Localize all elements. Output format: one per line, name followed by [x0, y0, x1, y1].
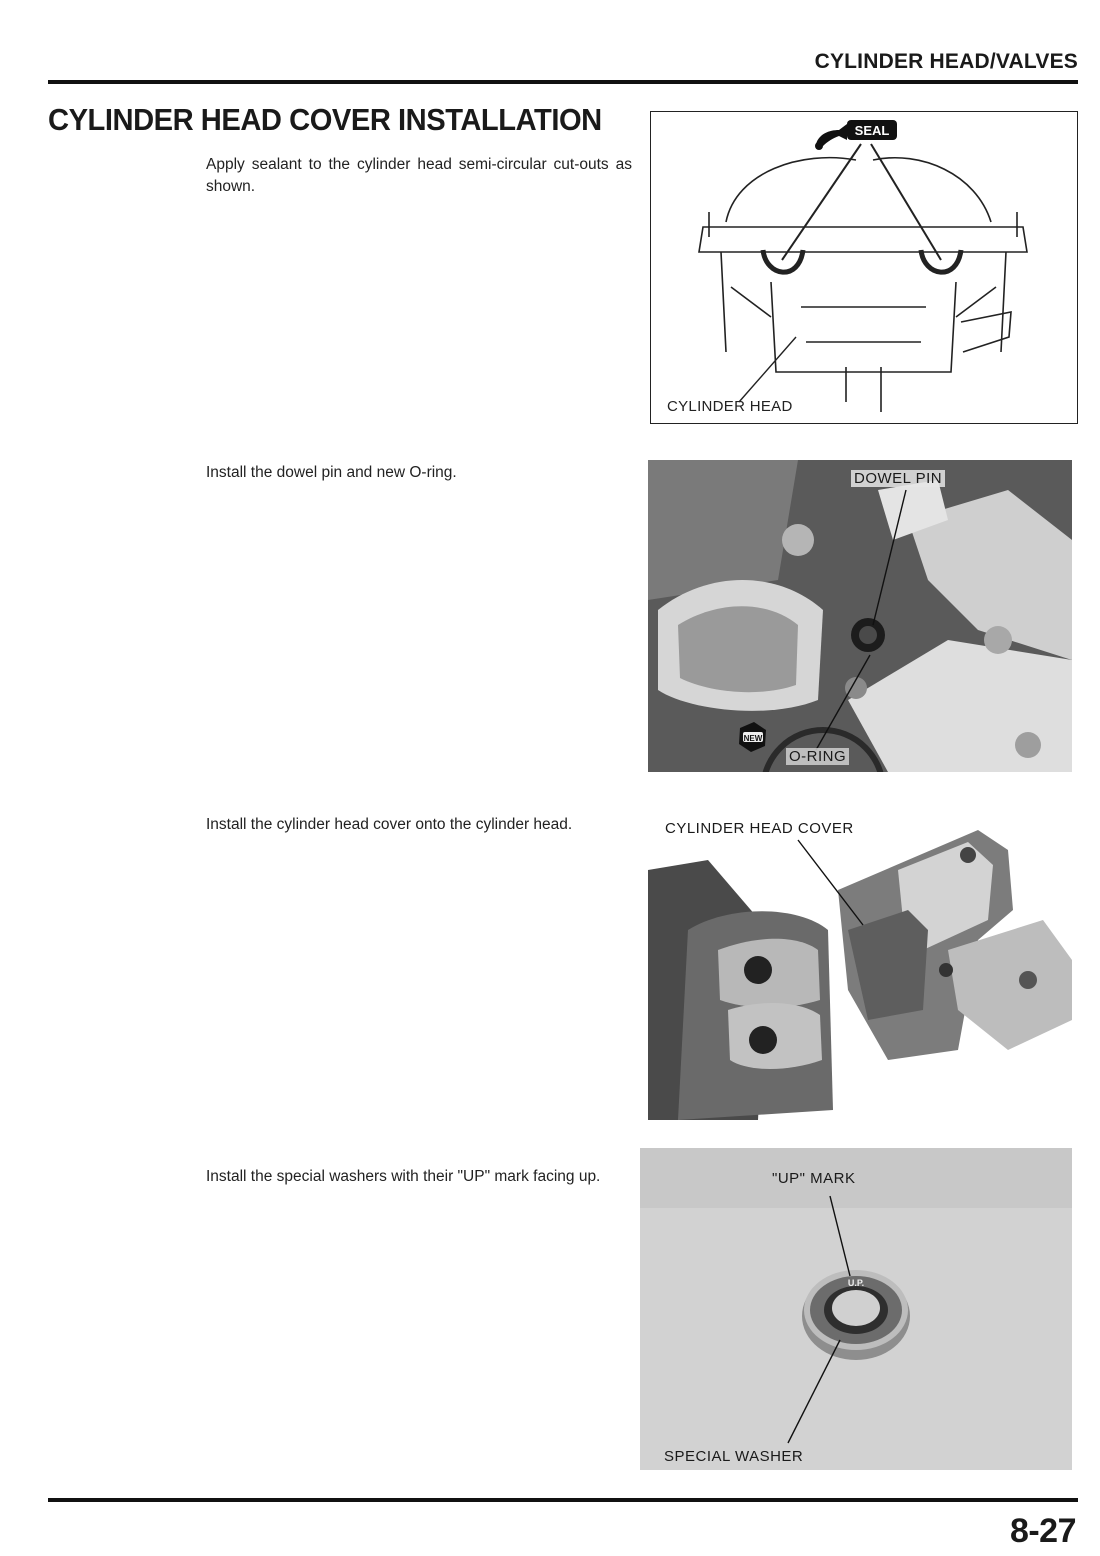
sealant-diagram [650, 111, 1078, 424]
head-cover-photo [648, 810, 1072, 1120]
dowel-pin-photo [648, 460, 1072, 772]
step-2-text: Install the dowel pin and new O-ring. [206, 464, 457, 481]
header-rule [48, 80, 1078, 84]
special-washer-icon [802, 1270, 910, 1360]
sealant-tube-icon [815, 124, 847, 150]
up-mark-label: "UP" MARK [772, 1170, 856, 1187]
cylinder-head-drawing [651, 112, 1078, 424]
cylinder-head-cover-label: CYLINDER HEAD COVER [665, 820, 854, 837]
special-washer-label: SPECIAL WASHER [664, 1448, 804, 1465]
page-number: 8-27 [1009, 1512, 1076, 1550]
o-ring-label: O-RING [786, 748, 849, 765]
special-washer-photo-art [640, 1148, 1072, 1470]
special-washer-photo [640, 1148, 1072, 1470]
new-tag-text: NEW [743, 734, 763, 743]
washer-up-mark: U.P. [847, 1278, 865, 1288]
page-title: CYLINDER HEAD COVER INSTALLATION [48, 102, 602, 137]
cylinder-head-label: CYLINDER HEAD [667, 398, 793, 415]
step-4-text: Install the special washers with their "UP" mark facing up. [206, 1168, 601, 1185]
head-cover-photo-art [648, 810, 1072, 1120]
dowel-pin-photo-art [648, 460, 1072, 772]
footer-rule [48, 1498, 1078, 1502]
section-header: CYLINDER HEAD/VALVES [814, 50, 1078, 73]
step-1-text: Apply sealant to the cylinder head semi-circular cut-outs as shown. [206, 156, 632, 195]
step-3-text: Install the cylinder head cover onto the cylinder head. [206, 816, 573, 833]
dowel-pin-label: DOWEL PIN [851, 470, 945, 487]
seal-tag-text: SEAL [854, 123, 890, 138]
